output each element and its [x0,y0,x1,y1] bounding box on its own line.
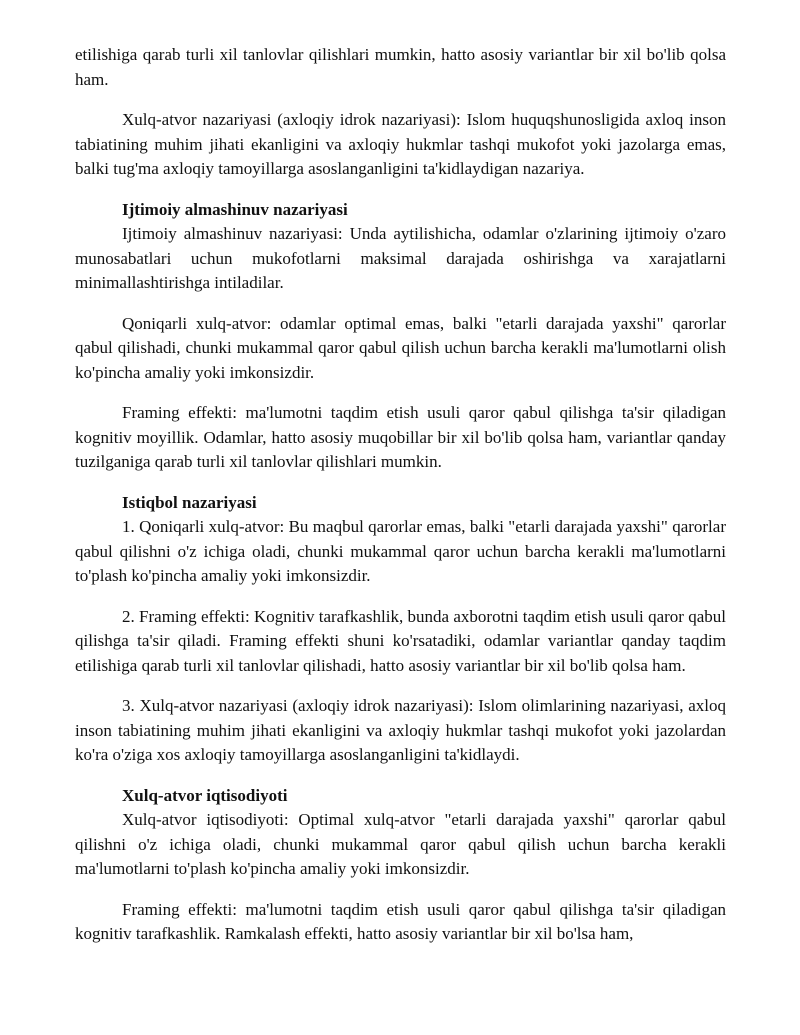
document-page [75,43,726,947]
paragraph-prospect-item-1: 1. Qoniqarli xulq-atvor: Bu maqbul qarorlar emas, balki "etarli darajada yaxshi" qarorlar qabul qilishni o'z ichiga oladi, chunki mukammal qaror uchun barcha kerakli ma'lumotlarni to'plash ko'pincha amaliy yoki imkonsizdir. [75,517,726,585]
paragraph-social-exchange: Ijtimoiy almashinuv nazariyasi: Unda aytilishicha, odamlar o'zlarining ijtimoiy o'zaro munosabatlari uchun mukofotlarni maksimal darajada oshirishga va xarajatlarni minimallashtirishga intiladilar. [75,224,726,292]
paragraph-framing-cont: Framing effekti: ma'lumotni taqdim etish usuli qaror qabul qilishga ta'sir qiladigan kognitiv tarafkashlik. Ramkalash effekti, hatto asosiy variantlar bir xil bo'lsa ham, [75,899,726,943]
paragraph-framing: Framing effekti: ma'lumotni taqdim etish usuli qaror qabul qilishga ta'sir qiladigan kognitiv moyillik. Odamlar, hatto asosiy muqobillar bir xil bo'lib qolsa ham, variantlar qanday tuzilganiga qarab turli xil tanlovlar qilishlari mumkin. [75,403,726,471]
paragraph-continued: etilishiga qarab turli xil tanlovlar qilishlari mumkin, hatto asosiy variantlar bir xil bo'lib qolsa ham. [75,45,726,89]
heading-social-exchange: Ijtimoiy almashinuv nazariyasi [122,199,348,219]
paragraph-prospect-item-2: 2. Framing effekti: Kognitiv tarafkashlik, bunda axborotni taqdim etish usuli qaror qabul qilishga ta'sir qiladi. Framing effekti shuni ko'rsatadiki, odamlar variantlar qanday taqdim etilishiga qarab turli xil tanlovlar qilishadi, hatto asosiy variantlar bir xil bo'lib qolsa ham. [75,606,726,675]
paragraph-satisficing: Qoniqarli xulq-atvor: odamlar optimal emas, balki "etarli darajada yaxshi" qarorlar qabul qilishadi, chunki mukammal qaror qabul qilish uchun barcha kerakli ma'lumotlarni olish ko'pincha amaliy yoki imkonsizdir. [75,313,726,382]
paragraph-behavior-theory: Xulq-atvor nazariyasi (axloqiy idrok nazariyasi): Islom huquqshunosligida axloq inson tabiatining muhim jihati ekanligini va axloqiy hukmlar tashqi mukofot yoki jazolarga emas, balki tug'ma axloqiy tamoyillarga asoslanganligini ta'kidlaydigan nazariya. [75,110,726,178]
paragraph-behavioral-economics: Xulq-atvor iqtisodiyoti: Optimal xulq-atvor "etarli darajada yaxshi" qarorlar qabul qilishni o'z ichiga oladi, chunki mukammal qaror qabul qilish uchun barcha kerakli ma'lumotlarni to'plash ko'pincha amaliy yoki imkonsizdir. [75,810,726,878]
heading-prospect-theory: Istiqbol nazariyasi [122,492,257,512]
paragraph-prospect-item-3: 3. Xulq-atvor nazariyasi (axloqiy idrok nazariyasi): Islom olimlarining nazariyasi, axloq inson tabiatining muhim jihati ekanligini va axloqiy hukmlar tashqi mukofot yoki jazolardan ko'ra o'ziga xos axloqiy tamoyillarga asoslanganligini ta'kidlaydi. [75,696,726,764]
heading-behavioral-economics: Xulq-atvor iqtisodiyoti [122,785,288,805]
